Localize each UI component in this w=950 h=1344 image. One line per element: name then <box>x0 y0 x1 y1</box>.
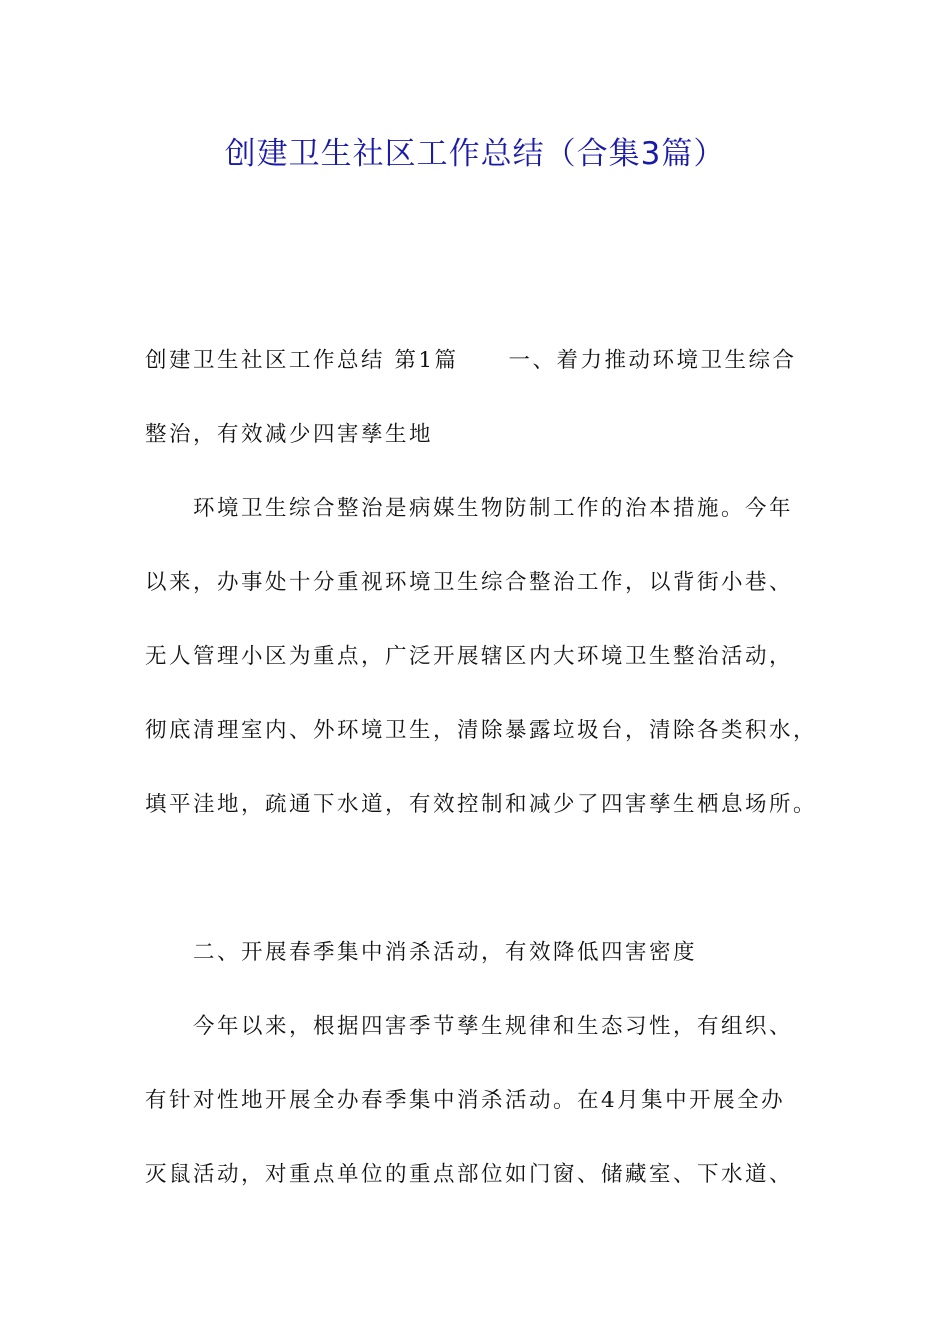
paragraph-1-line-1: 环境卫生综合整治是病媒生物防制工作的治本措施。今年 <box>193 496 794 521</box>
section-subheading: 一、着力推动环境卫生综合 <box>508 348 797 373</box>
paragraph-1-line-4: 彻底清理室内、外环境卫生，清除暴露垃圾台，清除各类积水， <box>145 718 818 743</box>
document-title: 创建卫生社区工作总结（合集3篇） <box>224 136 726 172</box>
paragraph-1-line-3: 无人管理小区为重点，广泛开展辖区内大环境卫生整治活动， <box>145 644 794 669</box>
body-line-2: 整治，有效减少四害孳生地 <box>145 422 434 447</box>
paragraph-2-line-3: 灭鼠活动，对重点单位的重点部位如门窗、储藏室、下水道、 <box>145 1162 794 1187</box>
section-2-heading: 二、开展春季集中消杀活动，有效降低四害密度 <box>193 940 698 965</box>
paragraph-2-line-1: 今年以来，根据四害季节孳生规律和生态习性，有组织、 <box>193 1014 794 1039</box>
paragraph-1-line-2: 以来，办事处十分重视环境卫生综合整治工作，以背街小巷、 <box>145 570 794 595</box>
section-heading: 创建卫生社区工作总结 第1篇 <box>145 348 459 373</box>
paragraph-1-line-5: 填平洼地，疏通下水道，有效控制和减少了四害孳生栖息场所。 <box>145 792 818 817</box>
paragraph-2-line-2: 有针对性地开展全办春季集中消杀活动。在4月集中开展全办 <box>145 1088 786 1113</box>
body-line-1 <box>145 343 825 374</box>
